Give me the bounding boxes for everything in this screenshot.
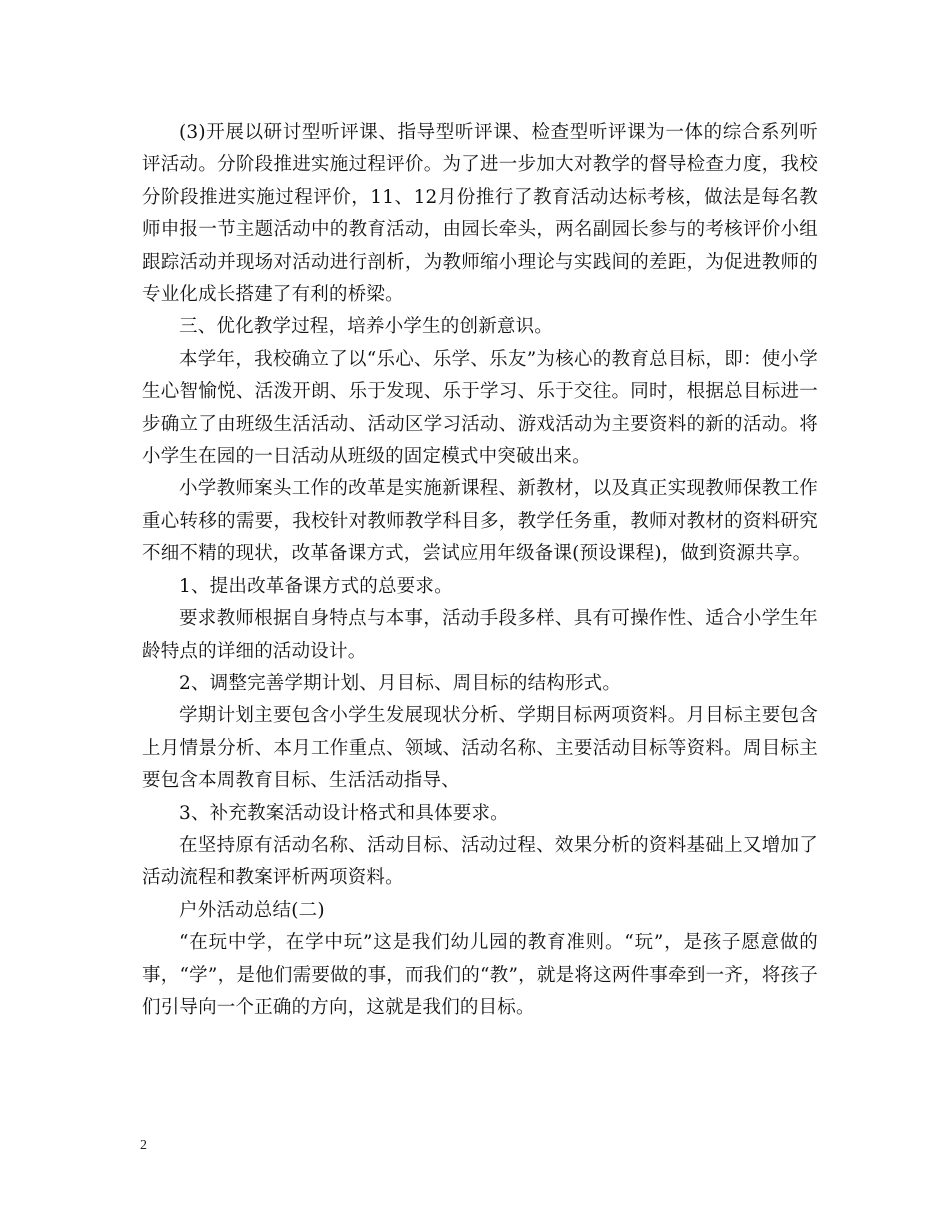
section-title-outdoor-summary: 户外活动总结(二) (179, 899, 325, 921)
heading-optimize-teaching: 三、优化教学过程，培养小学生的创新意识。 (179, 316, 554, 338)
list-item-1-heading: 1、提出改革备课方式的总要求。 (179, 575, 453, 597)
paragraph-play-and-learn: “在玩中学，在学中玩”这是我们幼儿园的教育准则。“玩”，是孩子愿意做的事，“学”，是他们需要做的事，而我们的“教”，就是将这两件事牵到一齐，将孩子们引导向一个正确的方向，这就是我们的目标。 (142, 932, 818, 1018)
page-number: 2 (140, 1138, 147, 1153)
paragraph-teacher-requirements: 要求教师根据自身特点与本事，活动手段多样、具有可操作性、适合小学生年龄特点的详细的活动设计。 (142, 608, 818, 662)
document-body (142, 117, 818, 1024)
paragraph-activity-design: 在坚持原有活动名称、活动目标、活动过程、效果分析的资料基础上又增加了活动流程和教案评析两项资料。 (142, 834, 818, 889)
paragraph-semester-plan: 学期计划主要包含小学生发展现状分析、学期目标两项资料。月目标主要包含上月情景分析、本月工作重点、领域、活动名称、主要活动目标等资料。周目标主要包含本周教育目标、生活活动指导、 (142, 705, 818, 792)
paragraph-lesson-prep-reform: 小学教师案头工作的改革是实施新课程、新教材，以及真正实现教师保教工作重心转移的需要，我校针对教师教学科目多，教学任务重，教师对教材的资料研究不细不精的现状，改革备课方式，尝试应用年级备课(预设课程)，做到资源共享。 (142, 478, 818, 565)
paragraph-evaluation-activities: (3)开展以研讨型听评课、指导型听评课、检查型听评课为一体的综合系列听评活动。分阶段推进实施过程评价。为了进一步加大对教学的督导检查力度，我校分阶段推进实施过程评价，11、12月份推行了教育活动达标考核，做法是每名教师申报一节主题活动中的教育活动，由园长牵头，两名副园长参与的考核评价小组跟踪活动并现场对活动进行剖析，为教师缩小理论与实践间的差距，为促进教师的专业化成长搭建了有利的桥梁。 (142, 122, 818, 306)
list-item-2-heading: 2、调整完善学期计划、月目标、周目标的结构形式。 (179, 672, 622, 694)
list-item-3-heading: 3、补充教案活动设计格式和具体要求。 (179, 802, 509, 824)
paragraph-education-goals: 本学年，我校确立了以“乐心、乐学、乐友”为核心的教育总目标，即：使小学生心智愉悦、活泼开朗、乐于发现、乐于学习、乐于交往。同时，根据总目标进一步确立了由班级生活活动、活动区学习活动、游戏活动为主要资料的新的活动。将小学生在园的一日活动从班级的固定模式中突破出来。 (142, 348, 818, 468)
